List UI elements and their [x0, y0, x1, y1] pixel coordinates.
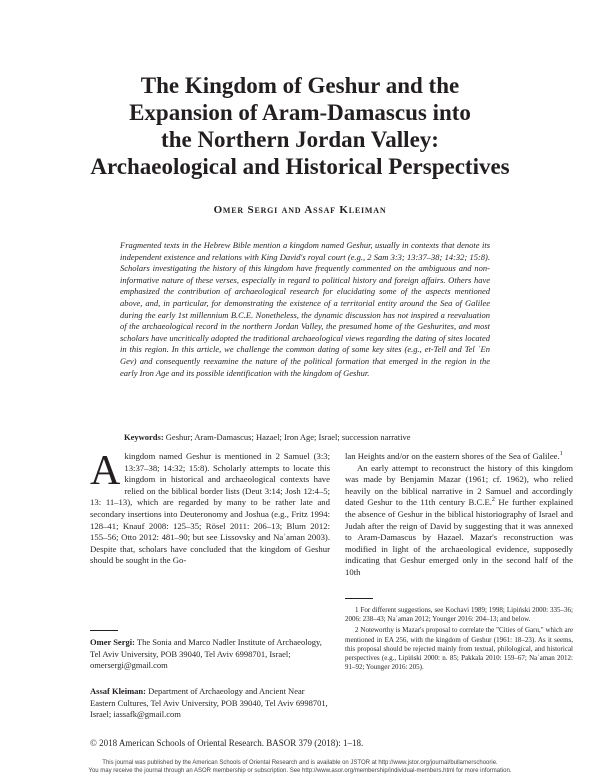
abstract: Fragmented texts in the Hebrew Bible mention a kingdom named Geshur, usually in contexts that denote its independent existence and relations with King David's royal court (e.g., 2 Sam 3:3; 13:37–38; 14:32; 15:8). Scholars investigating the history of this kingdom have frequently commented on the ambiguous and non-informative nature of these verses, especially in regard to political history and foreign affairs. Others have emphasized the contribution of archaeological research for elucidating some of the aspects mentioned above, and, in particular, for demonstrating the existence of a territorial entity around the Sea of Galilee during the early 1st millennium B.C.E. Nonetheless, the dynamic discussion has not inspired a reevaluation of the archaeological record in the northern Jordan Valley, the presumed home of the Geshurites, and most scholars have uncritically adopted the traditional archaeological views regarding the dating of sites located in this region. In this article, we challenge the common dating of some key sites (e.g., et-Tell and Tel ʿEn Gev) and consequently reexamine the nature of the political formation that emerged in the region in the early Iron Age and its possible identification with the kingdom of Geshur. — [120, 240, 490, 378]
article-title — [60, 72, 540, 180]
footnotes — [345, 606, 573, 674]
jstor-line[interactable]: This journal was published by the American Schools of Oriental Research and is available on JSTOR at http://www.jstor.org/journal/bullamerschoorie. — [102, 760, 498, 766]
affiliation-name: Omer Sergi: — [90, 637, 135, 647]
affiliation-text: Department of Archaeology and Ancient Near Eastern Cultures, Tel Aviv University, POB 39040, Tel Aviv 6998701, Israel; iassafk@gmail.com — [90, 686, 328, 720]
jstor-line[interactable]: You may receive the journal through an ASOR membership or subscription. See http://www.asor.org/membership/individual-members.html for more information. — [88, 767, 512, 774]
affiliation-kleiman — [90, 686, 330, 721]
title-line: The Kingdom of Geshur and the — [140, 73, 460, 98]
keywords-label: Keywords: — [124, 432, 164, 442]
drop-cap: A — [90, 448, 121, 494]
body-paragraph: An early attempt to reconstruct the history of this kingdom was made by Benjamin Mazar (1961; cf. 1962), who relied heavily on the biblical narrative in 2 Samuel and accordingly dated Geshur to the 11th century B.C.E. — [345, 462, 573, 508]
authors: Omer Sergi and Assaf Kleiman — [213, 204, 387, 216]
footnote: 1 For different suggestions, see Kochavi 1989; 1998; Lipiński 2000: 335–36; 2006: 238–43; Naʾaman 2012; Younger 2016: 204–13; and below. — [345, 606, 573, 624]
jstor-notice — [0, 760, 600, 775]
title-line: the Northern Jordan Valley: — [161, 127, 439, 152]
keywords-list: Geshur; Aram-Damascus; Hazael; Iron Age; Israel; succession narrative — [165, 432, 411, 442]
affiliation-sergi — [90, 637, 330, 672]
body-paragraph: lan Heights and/or on the eastern shores of the Sea of Galilee. — [345, 451, 560, 461]
affiliation-text: The Sonia and Marco Nadler Institute of Archaeology, Tel Aviv University, POB 39040, Tel Aviv 6998701, Israel; omersergi@gmail.com — [90, 637, 322, 671]
affiliation-divider — [90, 630, 118, 631]
copyright-line: © 2018 American Schools of Oriental Research. BASOR 379 (2018): 1–18. — [90, 738, 364, 748]
body-column-left — [90, 448, 330, 567]
body-paragraph: kingdom named Geshur is mentioned in 2 Samuel (3:3; 13:37–38; 14:32; 15:8). Scholarly attempts to locate this kingdom in historical and archaeological contexts have relied on the biblical border lists (Deut 3:14; Josh 12:4–5; 13: 11–13), which are regarded by many to be rather late and secondary insertions into Deuteronomy and Joshua (e.g., Fritz 1994: 128–41; Knauf 2008: 125–35; Rösel 2011: 206–13; Blum 2012: 155–56; Otto 2012: 481–90; but see Lissovsky and Naʾaman 2003). Despite that, scholars have concluded that the kingdom of Geshur should be sought in the Go- — [90, 451, 330, 566]
footnote-ref[interactable]: 2 — [491, 497, 495, 504]
footnote-divider — [345, 598, 373, 599]
footnote: 2 Noteworthy is Mazar's proposal to correlate the "Cities of Garu," which are mentioned in EA 256, with the kingdom of Geshur (1961: 18–23). As it seems, this proposal should be rejected mainly from textual, philological, and historical perspectives (e.g., Lipiński 2000: n. 85; Pakkala 2010: 159–67; Naʾaman 2012: 91–92; Younger 2016: 205). — [345, 626, 573, 672]
keywords — [124, 432, 494, 442]
affiliation-name: Assaf Kleiman: — [90, 686, 146, 696]
title-line: Archaeological and Historical Perspectives — [90, 154, 510, 179]
footnote-ref[interactable]: 1 — [559, 451, 563, 458]
body-column-right — [345, 451, 573, 579]
title-line: Expansion of Aram-Damascus into — [129, 100, 471, 125]
body-paragraph-cont: He further explained the absence of Geshur in the biblical historiography of Israel and Judah after the reign of David by suggesting that it was annexed to Aram-Damascus by Hazael. Mazar's reconstruction was modified in light of the archaeological evidence, supposedly indicating that Geshur emerged only in the second half of the 10th — [345, 497, 573, 577]
